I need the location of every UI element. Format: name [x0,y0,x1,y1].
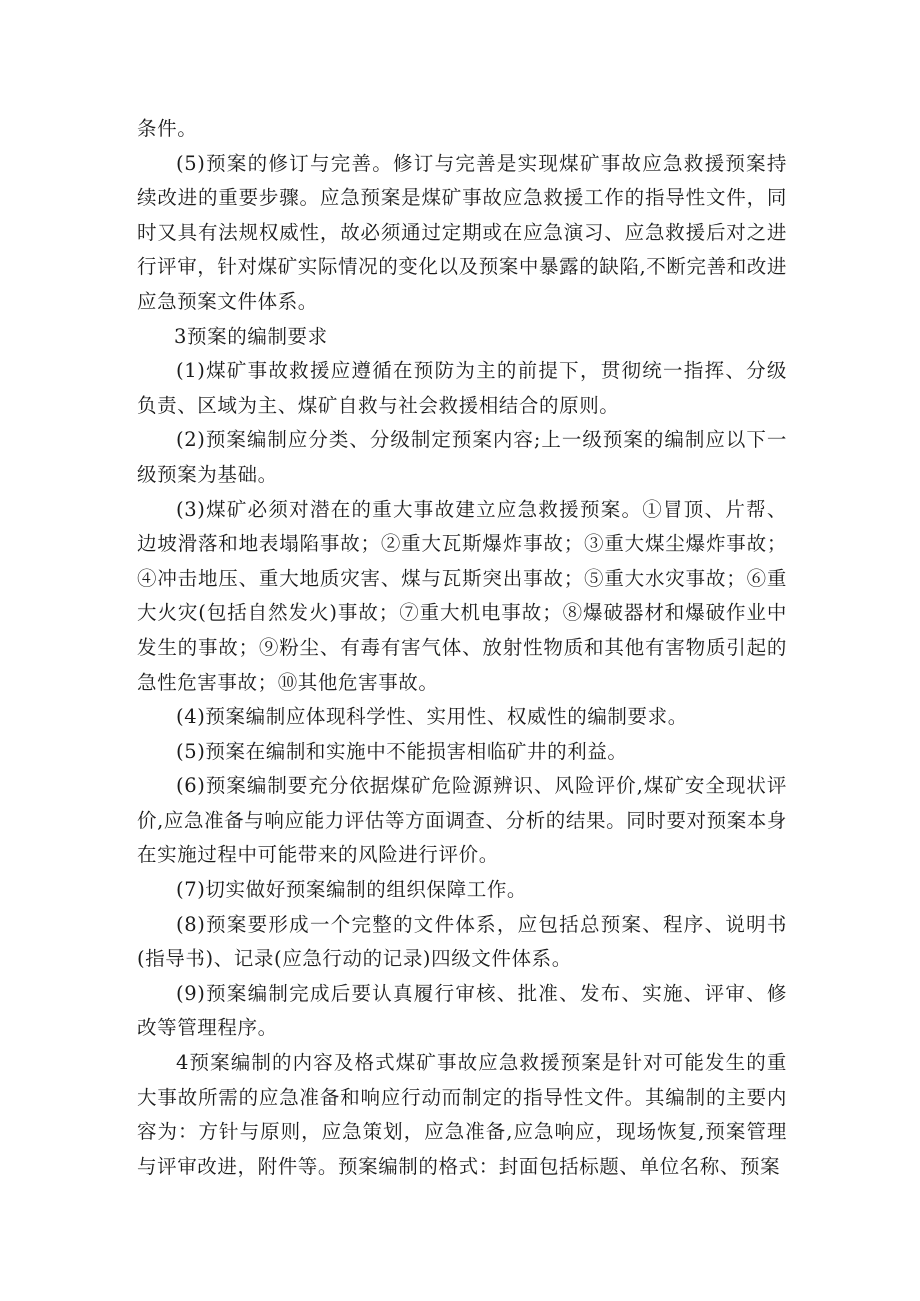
paragraph-plan-content-format: 4预案编制的内容及格式煤矿事故应急救援预案是针对可能发生的重大事故所需的应急准备和响应行动而制定的指导性文件。其编制的主要内容为：方针与原则，应急策划，应急准备,应急响应，现场恢复,预案管理与评审改进，附件等。预案编制的格式：封面包括标题、单位名称、预案 [137,1051,787,1178]
paragraph-requirement-4: (4)预案编制应体现科学性、实用性、权威性的编制要求。 [176,705,688,729]
paragraph-requirement-9: (9)预案编制完成后要认真履行审核、批准、发布、实施、评审、修改等管理程序。 [137,981,787,1040]
paragraph-requirement-5: (5)预案在编制和实施中不能损害相临矿井的利益。 [176,739,628,763]
paragraph-requirement-7: (7)切实做好预案编制的组织保障工作。 [176,878,528,902]
paragraph-requirement-2: (2)预案编制应分类、分级制定预案内容;上一级预案的编制应以下一级预案为基础。 [137,428,787,486]
section-heading-plan-requirements: 3预案的编制要求 [174,324,328,348]
document-body [137,112,787,1184]
paragraph-plan-revision: (5)预案的修订与完善。修订与完善是实现煤矿事故应急救援预案持续改进的重要步骤。应急预案是煤矿事故应急救援工作的指导性文件，同时又具有法规权威性，故必须通过定期或在应急演习、应急救援后对之进行评审，针对煤矿实际情况的变化以及预案中暴露的缺陷,不断完善和改进应急预案文件体系。 [137,151,787,313]
paragraph-requirement-6: (6)预案编制要充分依据煤矿危险源辨识、风险评价,煤矿安全现状评价,应急准备与响应能力评估等方面调查、分析的结果。同时要对预案本身在实施过程中可能带来的风险进行评价。 [137,774,787,867]
paragraph-continuation: 条件。 [137,117,198,140]
paragraph-requirement-3: (3)煤矿必须对潜在的重大事故建立应急救援预案。①冒顶、片帮、边坡滑落和地表塌陷事故；②重大瓦斯爆炸事故；③重大煤尘爆炸事故；④冲击地压、重大地质灾害、煤与瓦斯突出事故；⑤重大水灾事故；⑥重大火灾(包括自然发火)事故；⑦重大机电事故；⑧爆破器材和爆破作业中发生的事故；⑨粉尘、有毒有害气体、放射性物质和其他有害物质引起的急性危害事故；⑩其他危害事故。 [137,497,787,694]
paragraph-requirement-8: (8)预案要形成一个完整的文件体系，应包括总预案、程序、说明书(指导书)、记录(应急行动的记录)四级文件体系。 [137,912,787,971]
paragraph-requirement-1: (1)煤矿事故救援应遵循在预防为主的前提下，贯彻统一指挥、分级负责、区域为主、煤矿自救与社会救援相结合的原则。 [137,359,787,417]
